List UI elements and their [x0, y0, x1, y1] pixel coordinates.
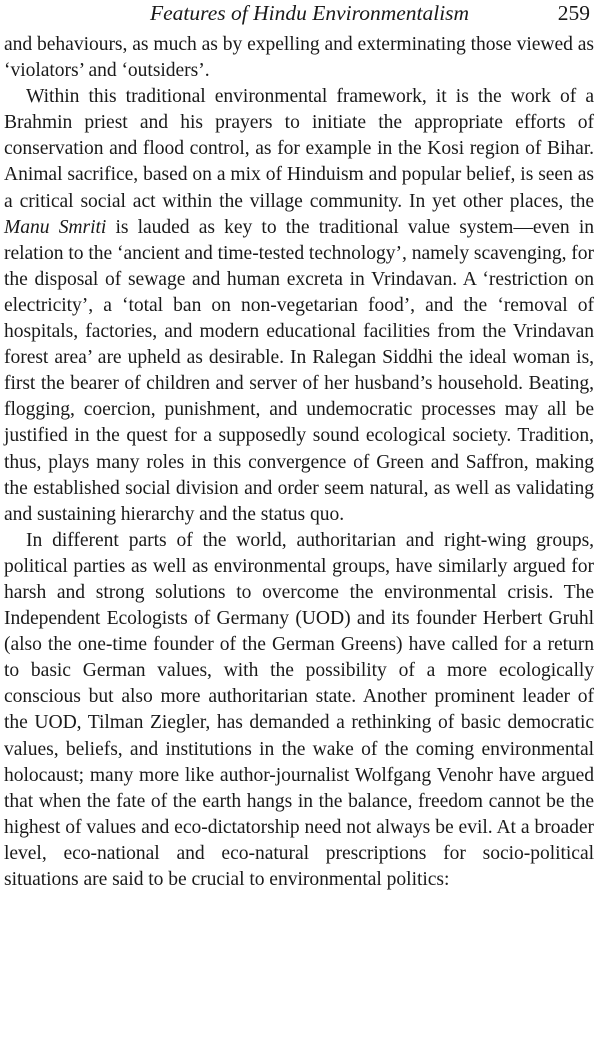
paragraph-traditional-framework	[4, 84, 594, 528]
running-title: Features of Hindu Environmentalism	[150, 1, 470, 25]
paragraph-world-groups	[4, 528, 594, 893]
text-segment: Within this traditional environmental framework, it is the work of a Brahmin priest and his prayers to initiate the appropriate efforts of conservation and flood control, as for example in the Kosi region of Bihar. Animal sacrifice, based on a mix of Hinduism and popular belief, is seen as a critical social act within the village community. In yet other places, the	[4, 86, 594, 212]
text-segment: and behaviours, as much as by expelling and exterminating those viewed as ‘violators’ and ‘outsiders’.	[4, 34, 594, 82]
text-segment: is lauded as key to the traditional value system—even in relation to the ‘ancient and time-tested technology’, namely scavenging, for the disposal of sewage and human excreta in Vrindavan. A ‘restriction on electricity’, a ‘total ban on non-vegetarian food’, and the ‘removal of hospitals, factories, and modern educational facilities from the Vrindavan forest area’ are upheld as desirable. In Ralegan Siddhi the ideal woman is, first the bearer of children and server of her husband’s household. Beating, flogging, coercion, punishment, and undemocratic processes may all be justified in the quest for a supposedly sound ecological society. Tradition, thus, plays many roles in this convergence of Green and Saffron, making the established social division and order seem natural, as well as validating and sustaining hierarchy and the status quo.	[4, 216, 594, 525]
text-segment: In different parts of the world, authoritarian and right-wing groups, political parties as well as environmental groups, have similarly argued for harsh and strong solutions to overcome the environmental crisis. The Independent Ecologists of Germany (UOD) and its founder Herbert Gruhl (also the one-time founder of the German Greens) have called for a return to basic German values, with the possibility of a more ecologically conscious but also more authoritarian state. Another prominent leader of the UOD, Tilman Ziegler, has demanded a rethinking of basic democratic values, beliefs, and institutions in the wake of the coming environmental holocaust; many more like author-journalist Wolfgang Venohr have argued that when the fate of the earth hangs in the balance, freedom cannot be the highest of values and eco-dictatorship need not always be evil. At a broader level, eco-national and eco-natural prescriptions for socio-political situations are said to be crucial to environmental politics:	[4, 529, 594, 890]
italic-title: Manu Smriti	[4, 216, 107, 238]
page-number: 259	[557, 1, 590, 25]
body-text	[4, 32, 594, 893]
running-header	[4, 0, 594, 26]
paragraph-continuation	[4, 32, 594, 84]
